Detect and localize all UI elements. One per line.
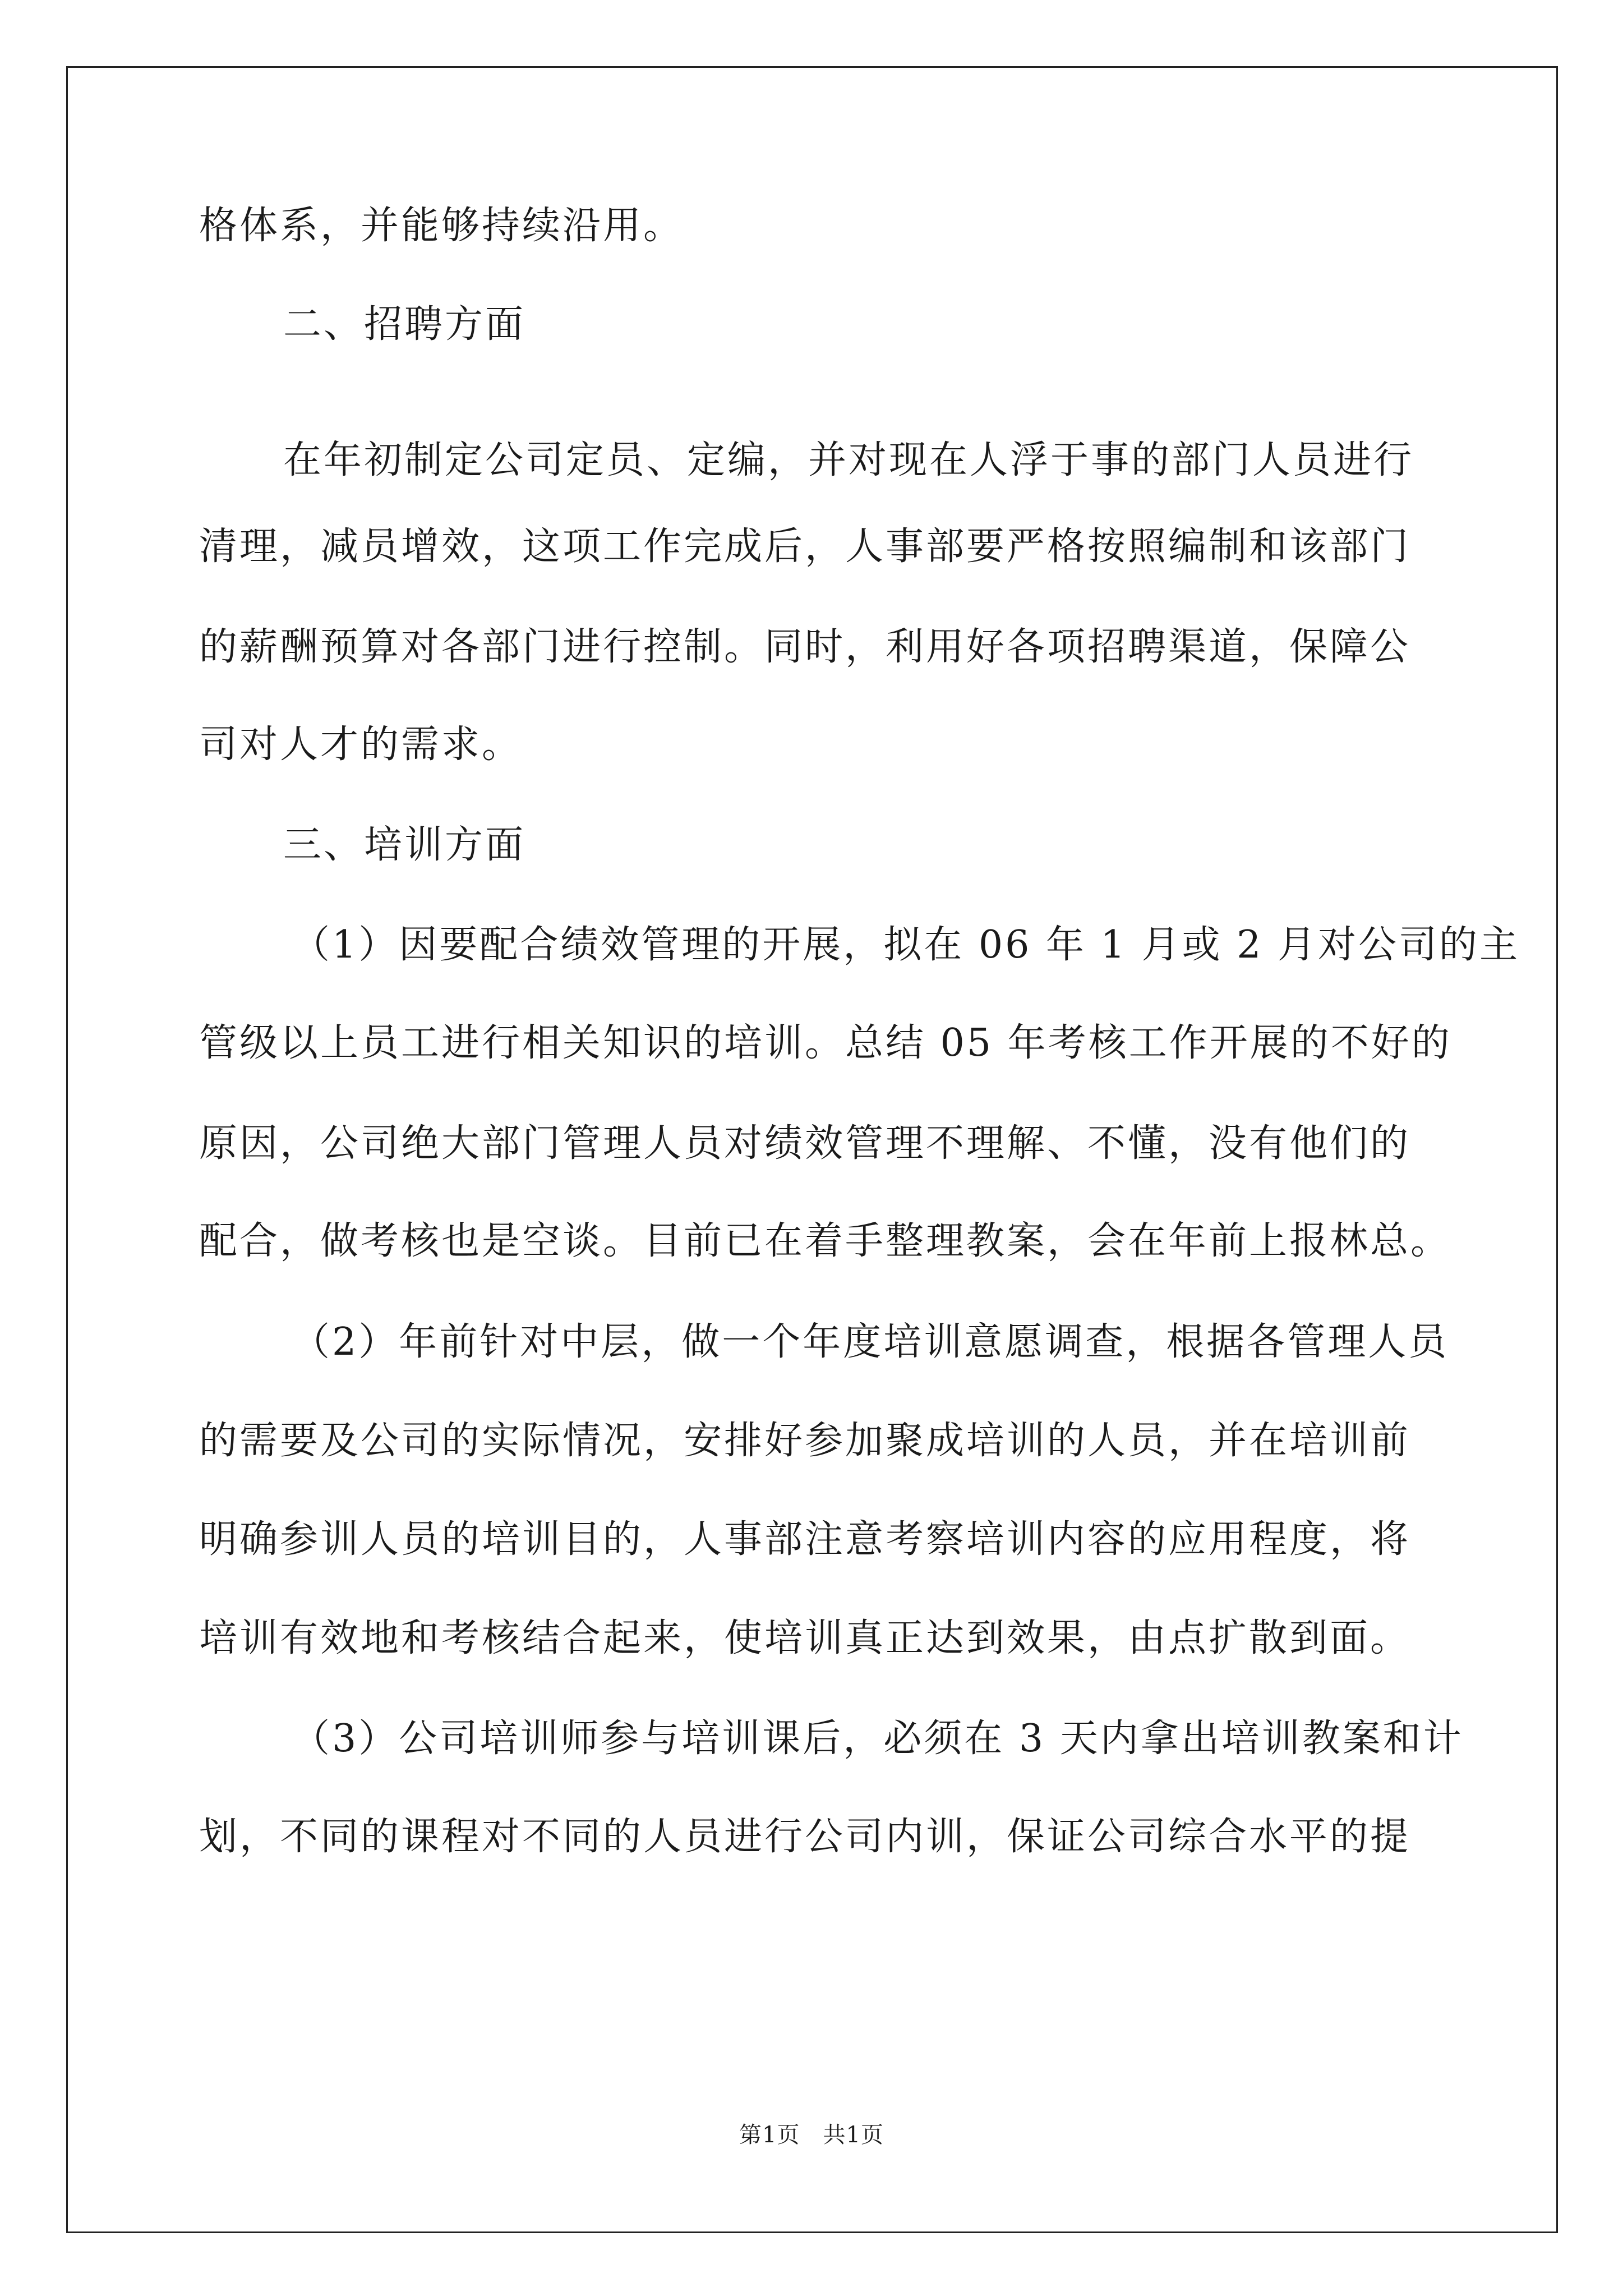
paragraph-line: （2）年前针对中层，做一个年度培训意愿调查，根据各管理人员 xyxy=(292,1320,1449,1364)
paragraph-line: 的需要及公司的实际情况，安排好参加聚成培训的人员，并在培训前 xyxy=(199,1419,1411,1463)
paragraph-line: （1）因要配合绩效管理的开展，拟在 06 年 1 月或 2 月对公司的主 xyxy=(292,923,1520,967)
paragraph-line: 清理，减员增效，这项工作完成后，人事部要严格按照编制和该部门 xyxy=(199,524,1411,569)
paragraph-line: 划，不同的课程对不同的人员进行公司内训，保证公司综合水平的提 xyxy=(199,1815,1411,1859)
paragraph-line: 格体系，并能够持续沿用。 xyxy=(199,204,684,248)
section-heading: 三、培训方面 xyxy=(283,823,526,867)
paragraph-line: 的薪酬预算对各部门进行控制。同时，利用好各项招聘渠道，保障公 xyxy=(199,625,1411,669)
page-footer: 第1页 共1页 xyxy=(739,2122,884,2148)
paragraph-line: 配合，做考核也是空谈。目前已在着手整理教案，会在年前上报林总。 xyxy=(199,1219,1451,1263)
paragraph-line: （3）公司培训师参与培训课后，必须在 3 天内拿出培训教案和计 xyxy=(292,1717,1464,1761)
section-heading: 二、招聘方面 xyxy=(283,302,526,347)
paragraph-line: 司对人才的需求。 xyxy=(199,723,523,767)
paragraph-line: 明确参训人员的培训目的，人事部注意考察培训内容的应用程度，将 xyxy=(199,1517,1411,1562)
paragraph-line: 管级以上员工进行相关知识的培训。总结 05 年考核工作开展的不好的 xyxy=(199,1021,1452,1065)
paragraph-line: 原因，公司绝大部门管理人员对绩效管理不理解、不懂，没有他们的 xyxy=(199,1121,1411,1166)
paragraph-line: 培训有效地和考核结合起来，使培训真正达到效果，由点扩散到面。 xyxy=(199,1616,1411,1660)
paragraph-line: 在年初制定公司定员、定编，并对现在人浮于事的部门人员进行 xyxy=(283,438,1414,482)
